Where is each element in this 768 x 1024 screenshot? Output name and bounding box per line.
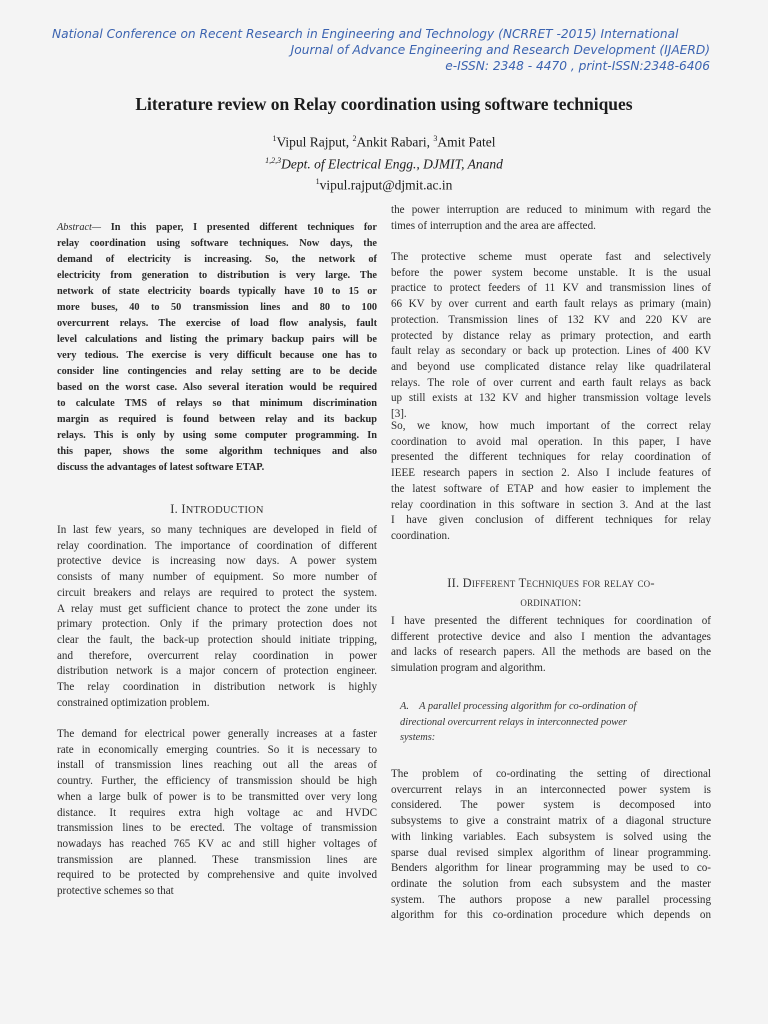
text-line: So, we know, how much important of the correct relay — [391, 420, 711, 432]
text-line: transmission lines to be erected. The voltage of transmission — [57, 822, 377, 835]
text-line: algorithm for this co-ordination procedure which depends on — [391, 909, 711, 922]
email-sup: 1 — [315, 177, 320, 186]
abstract-line: demand of electricity is increasing. So, the network of — [57, 254, 377, 265]
abstract — [57, 220, 377, 476]
text-line: and beyond use complicated distance relay like quadrilateral — [391, 360, 711, 373]
text-line: clear the fault, the back-up protection should initiate tripping, — [57, 633, 377, 646]
text-line: consists of many number of equipment. So more number of — [57, 571, 377, 584]
abstract-line: relay coordination using software techniques. Now days, the — [57, 238, 377, 249]
paper-title: Literature review on Relay coordination using software techniques — [135, 94, 633, 114]
right-paragraph-protective-scheme — [391, 250, 711, 423]
text-line: sparse dual revised simplex algorithm of linear programming. — [391, 846, 711, 859]
text-line: ordinate the solution from each subsystem and the master — [391, 877, 711, 890]
abstract-line: relays. This is only by using some computer programming. In — [57, 430, 377, 441]
author-name: Vipul Rajput, — [276, 134, 353, 150]
text-line: protected by distance relay as primary protection, and earth — [391, 329, 711, 342]
abstract-line: to calculate TMS of relays so that minimum discrimination — [57, 398, 377, 409]
text-line: the latest software of ETAP and how easier to implement the — [391, 482, 711, 495]
subsection-line: systems: — [400, 732, 436, 743]
text-line: 66 KV by over current and earth fault relays as primary (main) — [391, 298, 711, 311]
affiliation-sup: 1,2,3 — [265, 155, 282, 165]
abstract-line: more buses, 40 to 50 transmission lines and 80 to 100 — [57, 302, 377, 313]
header-line-1: National Conference on Recent Research in Engineering and Technology (NCRRET -2015) International — [52, 27, 679, 41]
text-line: transmission are planned. These transmission lines are — [57, 853, 377, 866]
author-sup: 1 — [272, 134, 277, 143]
text-line: I have presented the different techniques for coordination of — [391, 615, 711, 627]
text-line: subsystems to give a constraint matrix of a diagonal structure — [391, 815, 711, 828]
text-line: In last few years, so many techniques are developed in field of — [57, 524, 377, 536]
text-line: with linking variables. Each subsystem is solved using the — [391, 830, 711, 843]
text-line: protective schemes so that — [57, 885, 174, 898]
text-line: considered. The power system is decomposed into — [391, 799, 711, 812]
right-paragraph-importance — [391, 419, 711, 545]
text-line: protective device is increasing now days. A power system — [57, 555, 377, 568]
text-line: rate in economically emerging countries. So it is necessary to — [57, 743, 377, 756]
text-line: when a large bulk of power is to be transmitted over very long — [57, 790, 377, 803]
text-line: and lacks of research papers. All the methods are based on the — [391, 646, 711, 659]
section-title-initial: I — [181, 502, 186, 516]
text-line: Benders algorithm for linear programming may be used to co- — [391, 862, 711, 875]
text-line: install of transmission lines reaching out all the areas of — [57, 759, 377, 772]
text-line: practice to protect feeders of 11 KV and transmission lines of — [391, 282, 711, 295]
section-title: Different Techniques for relay co- — [462, 576, 655, 590]
abstract-line: level calculations and listing the primary backup pairs will be — [57, 334, 377, 345]
subsection-heading-a — [391, 699, 711, 746]
right-paragraph-techniques — [391, 614, 711, 677]
text-line: times of interruption and the area are affected. — [391, 219, 596, 232]
text-line: relay coordination in this software in section 3. And at the last — [391, 498, 711, 511]
header-line-3: e-ISSN: 2348 - 4470 , print-ISSN:2348-6406 — [445, 59, 710, 73]
text-line: overcurrent relays in an interconnected power system is — [391, 783, 711, 796]
text-line: presented the different techniques for relay coordination of — [391, 451, 711, 464]
abstract-line: this paper, shows the some algorithm techniques and also — [57, 446, 377, 457]
text-line: circuit breakers and relays are required to protect the system. — [57, 586, 377, 599]
right-paragraph-parallel-algorithm — [391, 767, 711, 924]
text-line: coordination. — [391, 529, 450, 542]
text-line: distance. It requires extra high voltage ac and HVDC — [57, 806, 377, 819]
text-line: system. The authors propose a new parallel processing — [391, 893, 711, 906]
section-title-rest: NTRODUCTION — [185, 505, 264, 516]
abstract-line: based on the worst case. Also several iteration would be required — [57, 382, 377, 393]
section-heading-line — [391, 574, 711, 593]
text-line: coordination to avoid mal operation. In this paper, I have — [391, 435, 711, 448]
text-line: I have given conclusion of different techniques for relay — [391, 514, 711, 527]
author-names — [0, 130, 768, 152]
right-paragraph-continuation — [391, 203, 711, 234]
text-line: primary protection. Only if the primary protection does not — [57, 618, 377, 631]
abstract-line: network of state electricity boards typically have 10 to 15 or — [57, 286, 377, 297]
abstract-line: electricity from generation to distribution is very large. The — [57, 270, 377, 281]
text-line: country. Further, the efficiency of transmission should be high — [57, 775, 377, 788]
text-line: up still exists at 132 KV and higher transmission voltage levels — [391, 392, 711, 405]
text-line: simulation program and algorithm. — [391, 662, 546, 675]
conference-header — [50, 26, 710, 74]
text-line: The demand for electrical power generally increases at a faster — [57, 728, 377, 740]
abstract-line: overcurrent relays. The exercise of load flow analysis, fault — [57, 318, 377, 329]
abstract-line: very tedious. The exercise is very difficult because one has to — [57, 350, 377, 361]
text-line: constrained optimization problem. — [57, 696, 210, 709]
abstract-text: In this paper, I presented different techniques for — [101, 222, 377, 233]
author-block — [0, 130, 768, 195]
text-line: The protective scheme must operate fast and selectively — [391, 251, 711, 263]
abstract-line: discuss the advantages of latest software ETAP. — [57, 462, 265, 473]
section-heading-introduction — [57, 502, 377, 519]
abstract-line: margin as required is found between relay and its backup — [57, 414, 377, 425]
section-title-cont: ordination: — [520, 595, 582, 609]
author-sup: 2 — [352, 134, 357, 143]
intro-paragraph-2 — [57, 727, 377, 900]
text-line: relays. The role of over current and earth fault relays as back — [391, 376, 711, 389]
text-line: fault relay as secondary or back up protection. Lines of 400 KV — [391, 345, 711, 358]
text-line: The problem of co-ordinating the setting of directional — [391, 768, 711, 780]
author-affiliation — [0, 152, 768, 174]
email-text: vipul.rajput@djmit.ac.in — [319, 177, 453, 193]
author-name: Ankit Rabari, — [356, 134, 434, 150]
abstract-lead: Abstract— — [57, 222, 102, 233]
author-name: Amit Patel — [437, 134, 496, 150]
author-sup: 3 — [433, 134, 438, 143]
abstract-line — [57, 220, 377, 236]
text-line: and therefore, overcurrent relay coordination in power — [57, 649, 377, 662]
intro-paragraph-1 — [57, 523, 377, 711]
section-number: I. — [170, 502, 178, 516]
text-line: IEEE research papers in section 2. Also I include features of — [391, 467, 711, 480]
text-line: different protective device and also I mention the advantages — [391, 630, 711, 643]
author-email — [0, 173, 768, 195]
text-line: required to be protected by comprehensive and quite involved — [57, 869, 377, 882]
text-line: the power interruption are reduced to minimum with regard the — [391, 204, 711, 216]
abstract-line: consider line contingencies and relay setting are to be decide — [57, 366, 377, 377]
text-line: protection. Transmission lines of 132 KV and 220 KV are — [391, 313, 711, 326]
subsection-line: directional overcurrent relays in interconnected power — [400, 716, 627, 728]
text-line: distribution network is a major concern of protection engineer. — [57, 665, 377, 678]
section-heading-techniques — [391, 574, 711, 612]
header-line-2: Journal of Advance Engineering and Research Development (IJAERD) — [290, 43, 710, 57]
text-line: before the power system become unstable. It is the usual — [391, 266, 711, 279]
section-number: II. — [447, 576, 460, 590]
subsection-line: A. A parallel processing algorithm for co-ordination of — [400, 701, 637, 712]
text-line: relay coordination. The importance of coordination of different — [57, 539, 377, 552]
text-line: [3]. — [391, 408, 407, 421]
text-line: The relay coordination in distribution network is highly — [57, 681, 377, 694]
text-line: A relay must get sufficient chance to protect the zone under its — [57, 602, 377, 615]
text-line: nowadays has reached 765 KV ac and still higher voltages of — [57, 837, 377, 850]
affiliation-text: Dept. of Electrical Engg., DJMIT, Anand — [281, 156, 503, 171]
